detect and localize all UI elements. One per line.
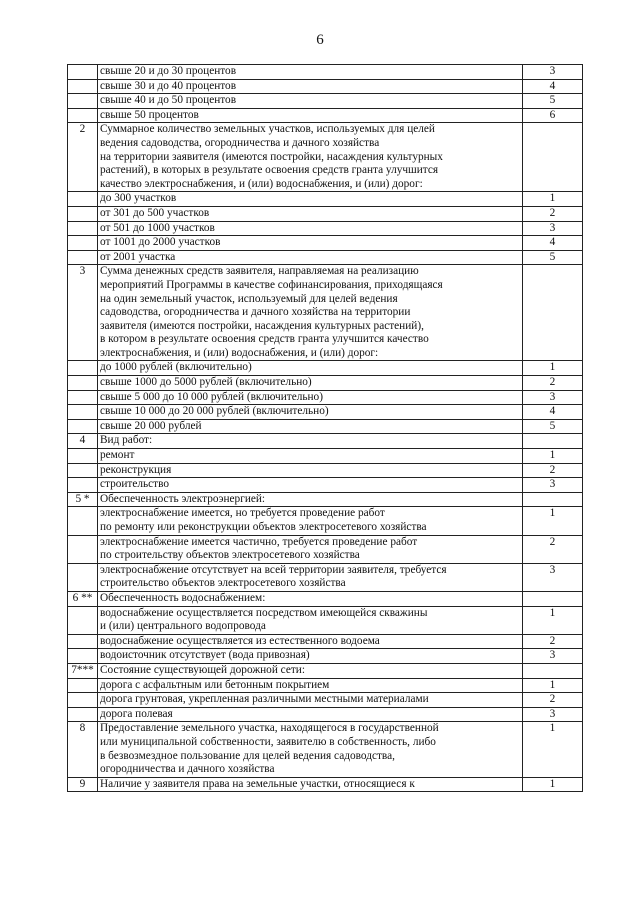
option-text-cell: реконструкция	[98, 463, 523, 478]
criterion-number-cell	[68, 65, 98, 80]
table-row	[68, 123, 583, 192]
criterion-number-cell: 6 **	[68, 591, 98, 606]
score-cell: 1	[523, 606, 583, 634]
score-cell: 2	[523, 206, 583, 221]
table-row	[68, 236, 583, 251]
score-cell: 2	[523, 535, 583, 563]
criterion-number-cell	[68, 376, 98, 391]
score-cell	[523, 663, 583, 678]
criterion-number-cell	[68, 192, 98, 207]
table-row	[68, 79, 583, 94]
score-cell: 4	[523, 405, 583, 420]
criterion-number-cell	[68, 563, 98, 591]
criterion-number-cell	[68, 535, 98, 563]
criterion-number-cell	[68, 250, 98, 265]
criteria-table	[67, 64, 583, 792]
score-cell: 6	[523, 108, 583, 123]
score-cell	[523, 591, 583, 606]
table-row	[68, 693, 583, 708]
criterion-number-cell: 9	[68, 777, 98, 792]
option-text-cell: свыше 1000 до 5000 рублей (включительно)	[98, 376, 523, 391]
criterion-number-cell	[68, 390, 98, 405]
criterion-number-cell: 4	[68, 434, 98, 449]
score-cell: 1	[523, 777, 583, 792]
option-text-cell: свыше 30 и до 40 процентов	[98, 79, 523, 94]
criterion-number-cell	[68, 405, 98, 420]
option-text-cell: от 2001 участка	[98, 250, 523, 265]
table-row	[68, 777, 583, 792]
score-cell: 1	[523, 361, 583, 376]
table-row	[68, 591, 583, 606]
table-row	[68, 65, 583, 80]
table-row	[68, 507, 583, 535]
criterion-number-cell	[68, 507, 98, 535]
table-row	[68, 108, 583, 123]
table-row	[68, 722, 583, 777]
option-text-cell: свыше 10 000 до 20 000 рублей (включительно)	[98, 405, 523, 420]
criterion-number-cell	[68, 606, 98, 634]
table-row	[68, 492, 583, 507]
option-text-cell: водоснабжение осуществляется посредством имеющейся скважины и (или) центрального водопровода	[98, 606, 523, 634]
option-text-cell: дорога грунтовая, укрепленная различными местными материалами	[98, 693, 523, 708]
criterion-text-cell: Суммарное количество земельных участков, используемых для целей ведения садоводства, огородничества и дачного хозяйства на территории заявителя (имеются постройки, насаждения культурных растений), в которых в результате освоения средств гранта улучшится качество электроснабжения, и (или) водоснабжения, и (или) дорог:	[98, 123, 523, 192]
table-row	[68, 535, 583, 563]
option-text-cell: строительство	[98, 478, 523, 493]
score-cell: 3	[523, 478, 583, 493]
criterion-number-cell	[68, 221, 98, 236]
table-row	[68, 265, 583, 361]
option-text-cell: от 301 до 500 участков	[98, 206, 523, 221]
score-cell	[523, 492, 583, 507]
score-cell: 3	[523, 707, 583, 722]
option-text-cell: от 1001 до 2000 участков	[98, 236, 523, 251]
criterion-number-cell	[68, 94, 98, 109]
score-cell: 2	[523, 376, 583, 391]
score-cell: 5	[523, 419, 583, 434]
option-text-cell: водоисточник отсутствует (вода привозная)	[98, 649, 523, 664]
option-text-cell: водоснабжение осуществляется из естественного водоема	[98, 634, 523, 649]
option-text-cell: свыше 5 000 до 10 000 рублей (включительно)	[98, 390, 523, 405]
option-text-cell: от 501 до 1000 участков	[98, 221, 523, 236]
table-row	[68, 221, 583, 236]
option-text-cell: свыше 40 и до 50 процентов	[98, 94, 523, 109]
criterion-number-cell	[68, 478, 98, 493]
score-cell: 2	[523, 634, 583, 649]
score-cell: 3	[523, 649, 583, 664]
score-cell	[523, 265, 583, 361]
option-text-cell: свыше 20 000 рублей	[98, 419, 523, 434]
score-cell: 1	[523, 192, 583, 207]
table-row	[68, 463, 583, 478]
criterion-number-cell	[68, 236, 98, 251]
option-text-cell: до 300 участков	[98, 192, 523, 207]
score-cell: 5	[523, 250, 583, 265]
score-cell: 3	[523, 563, 583, 591]
table-row	[68, 649, 583, 664]
table-row	[68, 634, 583, 649]
score-cell: 1	[523, 449, 583, 464]
criterion-number-cell	[68, 419, 98, 434]
table-row	[68, 94, 583, 109]
criterion-number-cell	[68, 108, 98, 123]
table-row	[68, 478, 583, 493]
score-cell	[523, 434, 583, 449]
criterion-number-cell	[68, 361, 98, 376]
table-row	[68, 419, 583, 434]
score-cell: 1	[523, 678, 583, 693]
table-row	[68, 250, 583, 265]
score-cell: 1	[523, 507, 583, 535]
table-row	[68, 678, 583, 693]
table-row	[68, 434, 583, 449]
criterion-text-cell: Обеспеченность электроэнергией:	[98, 492, 523, 507]
criterion-number-cell: 3	[68, 265, 98, 361]
score-cell: 2	[523, 693, 583, 708]
criterion-text-cell: Сумма денежных средств заявителя, направляемая на реализацию мероприятий Программы в качестве софинансирования, приходящаяся на один земельный участок, используемый для целей ведения садоводства, огородничества и дачного хозяйства на территории заявителя (имеются постройки, насаждения культурных растений), в котором в результате освоения средств гранта улучшится качество электроснабжения, и (или) водоснабжения, и (или) дорог:	[98, 265, 523, 361]
criterion-number-cell	[68, 206, 98, 221]
table-row	[68, 361, 583, 376]
criterion-number-cell	[68, 678, 98, 693]
criterion-number-cell: 7***	[68, 663, 98, 678]
option-text-cell: свыше 50 процентов	[98, 108, 523, 123]
criterion-number-cell	[68, 634, 98, 649]
criterion-number-cell: 8	[68, 722, 98, 777]
criterion-number-cell	[68, 79, 98, 94]
table-row	[68, 390, 583, 405]
criterion-number-cell: 2	[68, 123, 98, 192]
score-cell	[523, 123, 583, 192]
option-text-cell: электроснабжение имеется, но требуется проведение работ по ремонту или реконструкции объектов электросетевого хозяйства	[98, 507, 523, 535]
criterion-text-cell: Состояние существующей дорожной сети:	[98, 663, 523, 678]
option-text-cell: дорога полевая	[98, 707, 523, 722]
score-cell: 3	[523, 221, 583, 236]
table-row	[68, 206, 583, 221]
page-number: 6	[316, 32, 324, 48]
criterion-number-cell	[68, 463, 98, 478]
option-text-cell: свыше 20 и до 30 процентов	[98, 65, 523, 80]
table-row	[68, 563, 583, 591]
criterion-text-cell: Вид работ:	[98, 434, 523, 449]
criterion-text-cell: Наличие у заявителя права на земельные участки, относящиеся к	[98, 777, 523, 792]
score-cell: 4	[523, 79, 583, 94]
criteria-table-body	[68, 65, 583, 792]
table-row	[68, 405, 583, 420]
option-text-cell: дорога с асфальтным или бетонным покрытием	[98, 678, 523, 693]
criterion-text-cell: Обеспеченность водоснабжением:	[98, 591, 523, 606]
table-row	[68, 376, 583, 391]
criterion-text-cell: Предоставление земельного участка, находящегося в государственной или муниципальной собственности, заявителю в собственность, либо в безвозмездное пользование для целей ведения садоводства, огородничества и дачного хозяйства	[98, 722, 523, 777]
score-cell: 2	[523, 463, 583, 478]
criterion-number-cell	[68, 693, 98, 708]
table-row	[68, 663, 583, 678]
score-cell: 5	[523, 94, 583, 109]
table-row	[68, 707, 583, 722]
score-cell: 4	[523, 236, 583, 251]
score-cell: 3	[523, 390, 583, 405]
score-cell: 1	[523, 722, 583, 777]
table-row	[68, 192, 583, 207]
option-text-cell: ремонт	[98, 449, 523, 464]
table-row	[68, 449, 583, 464]
score-cell: 3	[523, 65, 583, 80]
option-text-cell: электроснабжение имеется частично, требуется проведение работ по строительству объектов электросетевого хозяйства	[98, 535, 523, 563]
table-row	[68, 606, 583, 634]
criterion-number-cell	[68, 449, 98, 464]
option-text-cell: электроснабжение отсутствует на всей территории заявителя, требуется строительство объектов электросетевого хозяйства	[98, 563, 523, 591]
criterion-number-cell	[68, 707, 98, 722]
criterion-number-cell	[68, 649, 98, 664]
criterion-number-cell: 5 *	[68, 492, 98, 507]
option-text-cell: до 1000 рублей (включительно)	[98, 361, 523, 376]
